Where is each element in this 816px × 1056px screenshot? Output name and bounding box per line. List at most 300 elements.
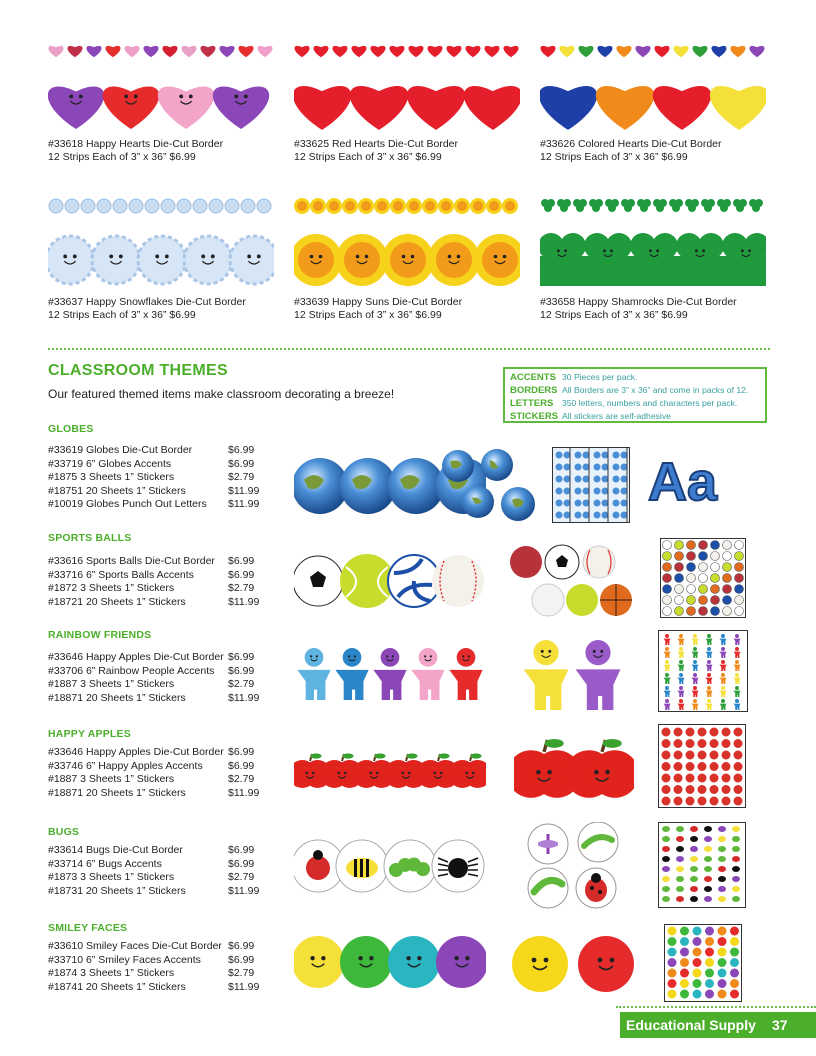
sticker [621, 500, 628, 507]
product-name: #33716 6” Sports Balls Accents [48, 568, 194, 581]
product-name: #33619 Globes Die-Cut Border [48, 444, 193, 456]
person-body [677, 665, 684, 671]
person-body [677, 691, 684, 697]
spider [448, 858, 468, 878]
eye [433, 772, 436, 775]
sun-face [298, 242, 334, 278]
sun-face [329, 201, 339, 211]
sticker [735, 552, 744, 561]
sticker [687, 607, 696, 616]
product-row [48, 746, 278, 760]
sticker [686, 762, 695, 771]
sticker [730, 958, 739, 967]
sports-balls-border-image [294, 553, 486, 609]
sticker [676, 876, 684, 882]
shamrock-leaf [752, 204, 760, 212]
person-head [693, 673, 697, 677]
product-name: #1875 3 Sheets 1” Stickers [48, 471, 175, 483]
bugs-product-list [48, 844, 278, 898]
person-body [335, 670, 368, 700]
shamrock-leaf [576, 204, 584, 212]
sticker [613, 488, 620, 495]
sticker [674, 774, 683, 783]
product-row [48, 555, 278, 569]
sun-face [344, 242, 380, 278]
person-body [691, 639, 698, 645]
person-head [693, 634, 697, 638]
product-row [48, 787, 278, 801]
sun-face [457, 201, 467, 211]
happy-apples-product-list [48, 746, 278, 800]
eye [656, 249, 659, 252]
sticker [668, 927, 677, 936]
colored-hearts-border-image [540, 40, 766, 132]
sun-face [409, 201, 419, 211]
sticker [730, 969, 739, 978]
snowflake-shape [230, 236, 274, 284]
sticker [556, 512, 563, 519]
sticker [663, 541, 672, 550]
person-body [733, 652, 740, 658]
heart-shape [710, 86, 766, 130]
smiley-faces-border-image [294, 934, 486, 990]
person-head [665, 673, 669, 677]
sticker [693, 969, 702, 978]
heart-shape [711, 46, 726, 57]
sticker [690, 836, 698, 842]
sticker [675, 596, 684, 605]
eye [402, 255, 406, 259]
caption-line: 12 Strips Each of 3” x 36” $6.99 [294, 151, 442, 163]
sticker [662, 876, 670, 882]
sticker [575, 476, 582, 483]
sticker [575, 464, 582, 471]
person-body [677, 652, 684, 658]
product-price: $6.99 [228, 940, 255, 952]
product-price: $6.99 [228, 953, 255, 966]
person-body [691, 652, 698, 658]
heart-shape [213, 86, 269, 129]
sticker [674, 785, 683, 794]
heart-shape [540, 46, 555, 57]
caption-line: 12 Strips Each of 3” x 36” $6.99 [540, 151, 688, 163]
sticker [663, 552, 672, 561]
heart-shape [158, 86, 214, 129]
caption-line: #33618 Happy Hearts Die-Cut Border [48, 138, 224, 150]
person-body [705, 678, 712, 684]
sticker [693, 979, 702, 988]
eye [376, 772, 379, 775]
sticker [686, 797, 695, 806]
person-head [707, 660, 711, 664]
sticker [732, 826, 740, 832]
person-head [693, 660, 697, 664]
product-price: $11.99 [228, 498, 260, 510]
shamrock-leaf [640, 204, 648, 212]
eye [244, 94, 248, 98]
globe-shape [388, 458, 444, 514]
eye [155, 254, 159, 258]
snowflake-shape [257, 199, 271, 213]
product-price: $2.79 [228, 773, 255, 785]
product-price: $6.99 [228, 759, 255, 772]
product-price: $6.99 [228, 444, 255, 456]
snowflake-shape [161, 199, 175, 213]
person-body [663, 652, 670, 658]
shamrock-leaf [672, 204, 680, 212]
sticker [564, 500, 571, 507]
person-head [721, 686, 725, 690]
product-price: $2.79 [228, 678, 255, 690]
red-hearts-border-image [294, 40, 520, 132]
sticker [594, 452, 601, 459]
product-row [48, 485, 278, 499]
heart-shape [86, 46, 101, 57]
person-head [665, 647, 669, 651]
product-row [48, 940, 278, 954]
heart-shape [597, 46, 612, 57]
person-head [457, 648, 476, 667]
person-head [679, 673, 683, 677]
sticker [594, 464, 601, 471]
sticker [704, 856, 712, 862]
legend-row [510, 384, 765, 397]
sticker [564, 488, 571, 495]
product-row [48, 471, 278, 485]
person-body [663, 639, 670, 645]
eye [454, 956, 458, 960]
smiley-face [340, 936, 392, 988]
sticker [602, 452, 609, 459]
sticker [663, 563, 672, 572]
sticker [698, 797, 707, 806]
sticker [718, 826, 726, 832]
apple-leaf [374, 753, 385, 758]
eye [557, 249, 560, 252]
person-body [733, 678, 740, 684]
product-name: #1872 3 Sheets 1” Stickers [48, 582, 175, 594]
person-body [524, 669, 569, 710]
sticker [662, 836, 670, 842]
sticker [693, 927, 702, 936]
sticker [722, 762, 731, 771]
eye [600, 650, 603, 653]
product-name: #1873 3 Sheets 1” Stickers [48, 871, 175, 883]
product-price: $6.99 [228, 844, 255, 856]
person-head [381, 648, 400, 667]
sticker [722, 774, 731, 783]
apple-leaf [545, 739, 564, 748]
caterpillar-segment [416, 862, 430, 876]
sticker [718, 937, 727, 946]
person-body [691, 704, 698, 710]
person-head [679, 699, 683, 703]
sticker [705, 969, 714, 978]
heart-shape [654, 46, 669, 57]
eye [448, 255, 452, 259]
sticker [710, 785, 719, 794]
sticker [613, 464, 620, 471]
eye [536, 770, 540, 774]
legend-key: STICKERS [510, 411, 559, 422]
sticker [735, 541, 744, 550]
sticker [734, 785, 743, 794]
product-name: #33646 Happy Apples Die-Cut Border [48, 651, 224, 663]
product-row [48, 498, 278, 512]
person-body [663, 704, 670, 710]
sticker [621, 452, 628, 459]
snowflake-shape [225, 199, 239, 213]
eye [386, 655, 388, 657]
product-price: $6.99 [228, 746, 255, 758]
snowflakes-border-image [48, 194, 274, 290]
heart-shape [503, 46, 518, 57]
shamrock-leaf [608, 204, 616, 212]
section-divider [48, 348, 770, 350]
sticker [699, 607, 708, 616]
product-price: $11.99 [228, 595, 260, 608]
sticker [662, 785, 671, 794]
sticker [621, 476, 628, 483]
sticker [698, 739, 707, 748]
apple-leaf [310, 753, 321, 758]
sticker [699, 563, 708, 572]
heart-shape [200, 46, 215, 57]
section-title-sports-balls: SPORTS BALLS [48, 532, 132, 544]
sticker [674, 739, 683, 748]
sticker [675, 574, 684, 583]
section-title-globes: GLOBES [48, 423, 94, 435]
sports-balls-product-list [48, 555, 278, 609]
eye [319, 255, 323, 259]
shamrock-leaf [704, 204, 712, 212]
person-body [719, 704, 726, 710]
snowflake-shape [48, 236, 94, 284]
product-legend [503, 367, 767, 423]
product-row [48, 885, 278, 899]
sticker [583, 464, 590, 471]
eye [305, 772, 308, 775]
ladybug-head [313, 850, 323, 860]
sticker [723, 563, 732, 572]
sticker [705, 948, 714, 957]
product-name: #18871 20 Sheets 1” Stickers [48, 786, 186, 799]
sticker [686, 739, 695, 748]
person-head [665, 634, 669, 638]
product-name: #18871 20 Sheets 1” Stickers [48, 691, 186, 704]
product-price: $6.99 [228, 568, 255, 581]
sticker [723, 585, 732, 594]
snowflake-shape [65, 199, 79, 213]
sticker [556, 500, 563, 507]
sticker [687, 596, 696, 605]
snowflake-shape [209, 199, 223, 213]
globes-sticker-sheet [552, 447, 630, 523]
heart-shape [749, 46, 764, 57]
sticker [704, 896, 712, 902]
sticker [687, 563, 696, 572]
eye [465, 772, 468, 775]
sticker [732, 846, 740, 852]
sticker [583, 488, 590, 495]
person-head [665, 699, 669, 703]
person-body [663, 691, 670, 697]
shamrock-leaf [686, 246, 714, 274]
sticker [663, 585, 672, 594]
sticker [675, 607, 684, 616]
bee-stripe [366, 859, 369, 877]
person-body [297, 670, 330, 700]
eye [369, 956, 373, 960]
product-price: $2.79 [228, 967, 255, 979]
person-head [533, 640, 558, 665]
person-body [719, 665, 726, 671]
product-row [48, 954, 278, 968]
sticker [693, 937, 702, 946]
person-head [305, 648, 324, 667]
person-body [576, 669, 621, 710]
happy-apples-border-image [294, 744, 486, 800]
product-name: #18721 20 Sheets 1” Stickers [48, 595, 186, 608]
person-body [677, 639, 684, 645]
apple-leaf [406, 753, 417, 758]
heart-shape [446, 46, 461, 57]
sticker [711, 563, 720, 572]
globe-shape [294, 458, 348, 514]
sticker [687, 585, 696, 594]
eye [593, 650, 596, 653]
sticker [676, 866, 684, 872]
sticker [662, 826, 670, 832]
person-head [693, 686, 697, 690]
heart-shape [219, 46, 234, 57]
sticker [594, 500, 601, 507]
smiley-face [294, 936, 344, 988]
sticker [690, 876, 698, 882]
person-head [707, 699, 711, 703]
person-body [733, 665, 740, 671]
product-price: $11.99 [228, 884, 260, 897]
bee-stripe [354, 859, 357, 877]
heart-shape [370, 46, 385, 57]
product-price: $11.99 [228, 484, 260, 497]
person-body [719, 639, 726, 645]
sticker [680, 979, 689, 988]
heart-shape [67, 46, 82, 57]
themes-subtitle: Our featured themed items make classroom decorating a breeze! [48, 387, 395, 401]
person-head [585, 640, 610, 665]
sticker [594, 488, 601, 495]
snowflake-shape [241, 199, 255, 213]
sticker [735, 574, 744, 583]
snowflake-shape [113, 199, 127, 213]
product-row [48, 773, 278, 787]
person-body [449, 670, 482, 700]
caption-line: 12 Strips Each of 3” x 36” $6.99 [48, 151, 196, 163]
sticker [704, 826, 712, 832]
eye [189, 94, 193, 98]
product-row [48, 844, 278, 858]
eye [424, 655, 426, 657]
sticker [730, 937, 739, 946]
sticker [699, 541, 708, 550]
snowflake-shape [81, 199, 95, 213]
shamrock-leaf [544, 204, 552, 212]
legend-key: LETTERS [510, 398, 554, 409]
sun-face [425, 201, 435, 211]
sticker [710, 739, 719, 748]
heart-shape [616, 46, 631, 57]
rainbow-friends-accents-image [518, 638, 626, 712]
suns-caption [294, 296, 462, 322]
product-name: #18741 20 Sheets 1” Stickers [48, 980, 186, 993]
person-head [679, 660, 683, 664]
person-head [665, 660, 669, 664]
sticker [662, 762, 671, 771]
sticker [734, 797, 743, 806]
sticker [710, 751, 719, 760]
smiley-face [436, 936, 486, 988]
eye [337, 772, 340, 775]
sticker [602, 476, 609, 483]
heart-shape [692, 46, 707, 57]
eye [406, 956, 410, 960]
eye [594, 770, 598, 774]
sticker [723, 552, 732, 561]
person-body [373, 670, 406, 700]
sticker [722, 751, 731, 760]
sticker [662, 739, 671, 748]
sticker [735, 596, 744, 605]
eye [321, 956, 325, 960]
sticker [735, 563, 744, 572]
person-head [665, 686, 669, 690]
shamrock-leaf [640, 246, 668, 274]
sticker [698, 751, 707, 760]
person-body [719, 678, 726, 684]
eye [503, 255, 507, 259]
person-body [719, 691, 726, 697]
bugs-sticker-sheet [658, 822, 746, 908]
globe-shape [340, 458, 396, 514]
product-name: #33746 6” Happy Apples Accents [48, 759, 203, 772]
eye [369, 772, 372, 775]
sticker [675, 552, 684, 561]
sticker [704, 886, 712, 892]
sticker [698, 728, 707, 737]
apple-leaf [470, 753, 481, 758]
product-price: $11.99 [228, 786, 260, 799]
product-price: $6.99 [228, 664, 255, 677]
person-head [721, 634, 725, 638]
heart-shape [238, 46, 253, 57]
sticker [662, 856, 670, 862]
sticker [686, 728, 695, 737]
sticker [686, 785, 695, 794]
sticker [718, 979, 727, 988]
sticker [602, 488, 609, 495]
rainbow-friends-product-list [48, 651, 278, 705]
person-head [707, 647, 711, 651]
rainbow-friends-border-image [294, 646, 486, 702]
sticker [723, 607, 732, 616]
legend-row [510, 397, 765, 410]
product-price: $6.99 [228, 555, 255, 567]
sticker [730, 979, 739, 988]
sticker [732, 836, 740, 842]
heart-shape [350, 86, 408, 130]
product-row [48, 458, 278, 472]
